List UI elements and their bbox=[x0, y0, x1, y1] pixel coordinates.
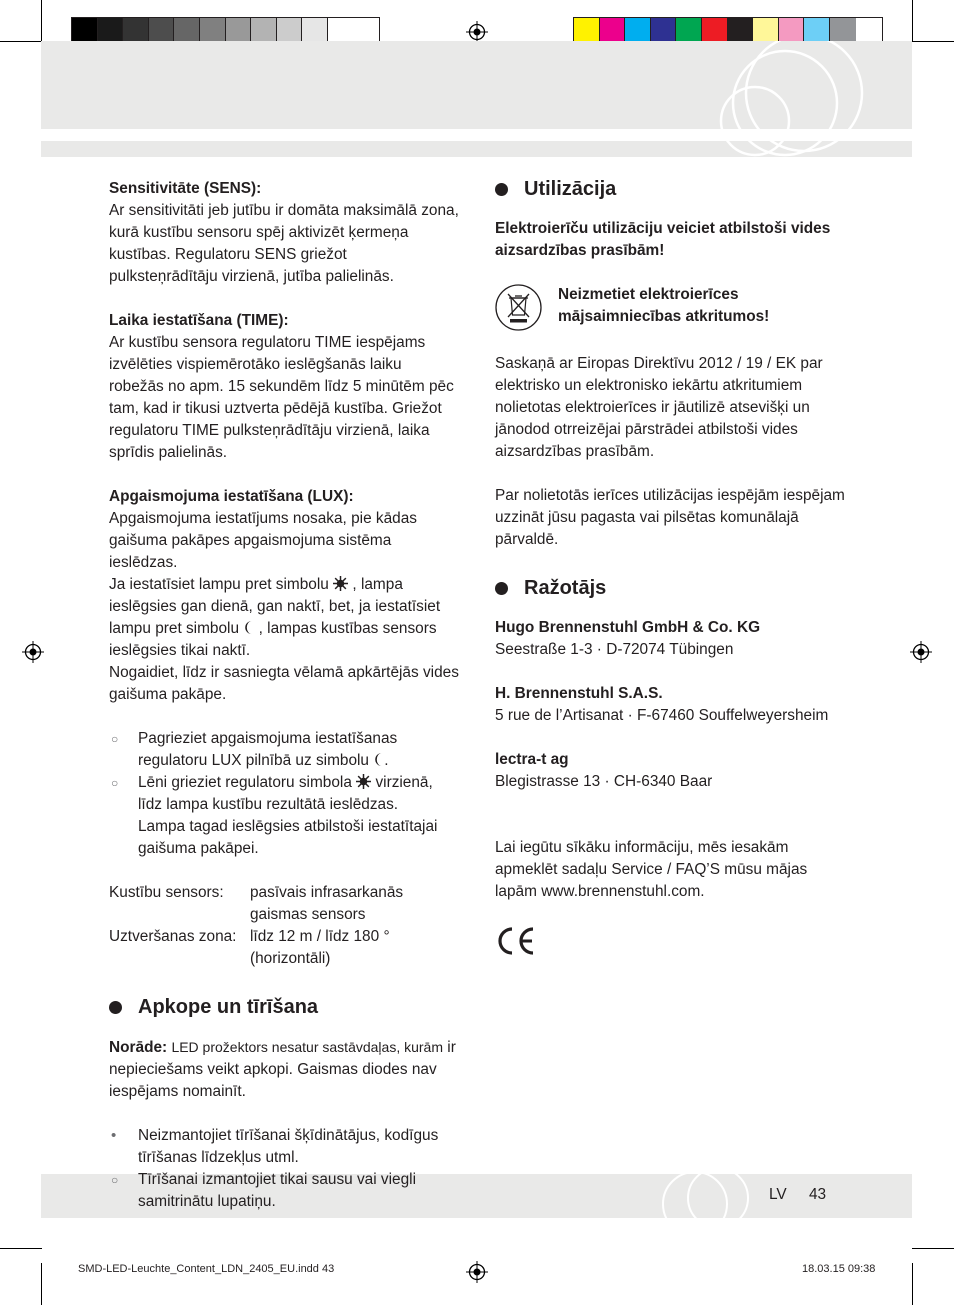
time-title: Laika iestatīšana (TIME): bbox=[109, 312, 289, 329]
manufacturer-entry bbox=[495, 749, 847, 793]
crossed-bin-icon bbox=[495, 284, 542, 331]
list-item bbox=[109, 1169, 459, 1213]
spec-table bbox=[109, 882, 459, 970]
step2-text: Lēni grieziet regulatoru simbola bbox=[138, 774, 352, 791]
spec-label: Kustību sensors: bbox=[109, 884, 224, 901]
moon-icon bbox=[243, 620, 254, 635]
list-item bbox=[109, 1125, 459, 1169]
crop-mark bbox=[41, 0, 42, 42]
warning-text: Neizmetiet elektroierīces mājsaimniecības atkritumos! bbox=[558, 286, 770, 325]
hollow-bullet-icon: ○ bbox=[111, 776, 119, 790]
lux-text-b: , lampa ieslēgsies gan dienā, gan naktī, bet, ja iestatīsiet lampu pret simbolu bbox=[109, 576, 441, 637]
header-strip bbox=[41, 141, 912, 157]
sun-icon bbox=[333, 576, 348, 591]
crop-mark bbox=[912, 0, 913, 42]
footer-language: LV bbox=[769, 1186, 787, 1203]
crop-mark bbox=[912, 1263, 913, 1305]
header-band bbox=[41, 41, 912, 129]
spec-value: līdz 12 m / līdz 180 ° (horizontāli) bbox=[250, 928, 390, 967]
hollow-bullet-icon: ○ bbox=[111, 1173, 119, 1187]
step1-text: Pagrieziet apgaismojuma iestatīšanas regulatoru LUX pilnībā uz simbolu bbox=[138, 730, 398, 769]
section-heading bbox=[495, 573, 847, 603]
sun-icon bbox=[356, 774, 371, 789]
heading-bullet-icon bbox=[495, 582, 508, 595]
section-heading bbox=[495, 174, 847, 204]
disposal-warning bbox=[495, 284, 847, 331]
info-text: Lai iegūtu sīkāku informāciju, mēs iesakām apmeklēt sadaļu Service / FAQ’S mūsu mājas lapām www.brennenstuhl.com. bbox=[495, 839, 808, 900]
left-column bbox=[109, 178, 459, 1213]
moon-icon bbox=[373, 752, 384, 767]
registration-mark-icon bbox=[910, 641, 932, 663]
registration-mark-icon bbox=[466, 1261, 488, 1283]
step1-end: . bbox=[384, 752, 389, 769]
note-text-small: LED prožektors nesatur sastāvdaļas, kurām bbox=[171, 1039, 444, 1055]
time-text: Ar kustību sensora regulatoru TIME iespējams izvēlēties vispiemērotāko ieslēgšanās laiku robežās no apm. 15 sekundēm līdz 5 minūtēm pēc tam, kad ir tikusi uztverta pēdējā kustība. Griežot regulatoru TIME pulksteņrādītāju virzienā, laika sprīdis palielinās. bbox=[109, 334, 454, 461]
clean-text-2: Tīrīšanai izmantojiet tikai sausu vai viegli samitrinātu lupatiņu. bbox=[138, 1171, 417, 1210]
lux-section bbox=[109, 486, 459, 706]
manufacturer-address: Seestraße 1-3 · D-72074 Tübingen bbox=[495, 641, 734, 658]
crop-mark bbox=[912, 1248, 954, 1249]
slug-date: 18.03.15 09:38 bbox=[802, 1263, 876, 1275]
lux-paragraph-2 bbox=[109, 574, 459, 662]
time-section bbox=[109, 310, 459, 464]
spec-value: pasīvais infrasarkanās gaismas sensors bbox=[250, 884, 404, 923]
note-text: ir nepieciešams veikt apkopi. Gaismas diodes nav iespējams nomainīt. bbox=[109, 1039, 456, 1100]
lux-paragraph-1: Apgaismojuma iestatījums nosaka, pie kādas gaišuma pakāpes apgaismojuma sistēma ieslēdzas. bbox=[109, 510, 417, 571]
registration-mark-icon bbox=[22, 641, 44, 663]
lux-text-c: , lampas kustības sensors ieslēgsies tikai naktī. bbox=[109, 620, 437, 659]
crop-mark bbox=[41, 1263, 42, 1305]
sens-title: Sensitivitāte (SENS): bbox=[109, 180, 262, 197]
manufacturer-name: lectra-t ag bbox=[495, 751, 569, 768]
lux-text-a: Ja iestatīsiet lampu pret simbolu bbox=[109, 576, 329, 593]
hollow-bullet-icon: ○ bbox=[111, 732, 119, 746]
heading-bullet-icon bbox=[495, 183, 508, 196]
clean-text-1: Neizmantojiet tīrīšanai šķīdinātājus, kodīgus tīrīšanas līdzekļus utml. bbox=[138, 1127, 439, 1166]
disposal-heading: Utilizācija bbox=[524, 178, 617, 200]
manufacturer-entry bbox=[495, 683, 847, 727]
sens-text: Ar sensitivitāti jeb jutību ir domāta maksimālā zona, kurā kustību sensoru spēj aktivizēt ķermeņa kustības. Regulatoru SENS griežot pulksteņrādītāju virzienā, jutība palielinās. bbox=[109, 202, 459, 285]
manufacturer-address: 5 rue de l’Artisanat · F-67460 Souffelweyersheim bbox=[495, 707, 829, 724]
local-disposal-text: Par nolietotās ierīces utilizācijas iespējām iespējam uzzināt jūsu pagasta vai pilsētas komunālajā pārvaldē. bbox=[495, 487, 845, 548]
registration-mark-icon bbox=[466, 21, 488, 43]
bullet-icon: • bbox=[111, 1127, 117, 1144]
crop-mark bbox=[0, 1248, 42, 1249]
lux-paragraph-3: Nogaidiet, līdz ir sasniegta vēlamā apkārtējās vides gaišuma pakāpe. bbox=[109, 664, 459, 703]
list-item bbox=[109, 772, 459, 860]
ce-mark-icon bbox=[495, 925, 537, 957]
note-label: Norāde: bbox=[109, 1039, 168, 1056]
right-column bbox=[495, 174, 847, 957]
directive-text: Saskaņā ar Eiropas Direktīvu 2012 / 19 / EK par elektrisko un elektronisko iekārtu atkritumiem nolietotas elektroierīces ir jāutilizē atsevišķi un jānodod otrreizējai pārstrādei atbilstoši vides aizsardzības prasībām. bbox=[495, 355, 823, 460]
spec-label: Uztveršanas zona: bbox=[109, 928, 237, 945]
note-paragraph bbox=[109, 1036, 459, 1103]
disposal-bold-text: Elektroierīču utilizāciju veiciet atbilstoši vides aizsardzības prasībām! bbox=[495, 220, 831, 259]
heading-bullet-icon bbox=[109, 1001, 122, 1014]
sens-section bbox=[109, 178, 459, 288]
list-item bbox=[109, 728, 459, 772]
manufacturer-heading: Ražotājs bbox=[524, 577, 607, 599]
manufacturer-name: H. Brennenstuhl S.A.S. bbox=[495, 685, 663, 702]
maintenance-heading: Apkope un tīrīšana bbox=[138, 996, 319, 1018]
manufacturer-entry bbox=[495, 617, 847, 661]
page-number: 43 bbox=[809, 1186, 827, 1203]
slug-filename: SMD-LED-Leuchte_Content_LDN_2405_EU.indd 43 bbox=[78, 1263, 335, 1275]
crop-mark bbox=[912, 41, 954, 42]
lux-title: Apgaismojuma iestatīšana (LUX): bbox=[109, 488, 354, 505]
manufacturer-address: Blegistrasse 13 · CH-6340 Baar bbox=[495, 773, 713, 790]
section-heading bbox=[109, 992, 459, 1022]
step2-text-b: virzienā, līdz lampa kustību rezultātā ieslēdzas. bbox=[138, 774, 433, 813]
crop-mark bbox=[0, 41, 42, 42]
manufacturer-name: Hugo Brennenstuhl GmbH & Co. KG bbox=[495, 619, 761, 636]
step2-text-c: Lampa tagad ieslēgsies atbilstoši iestatītajai gaišuma pakāpei. bbox=[138, 818, 438, 857]
